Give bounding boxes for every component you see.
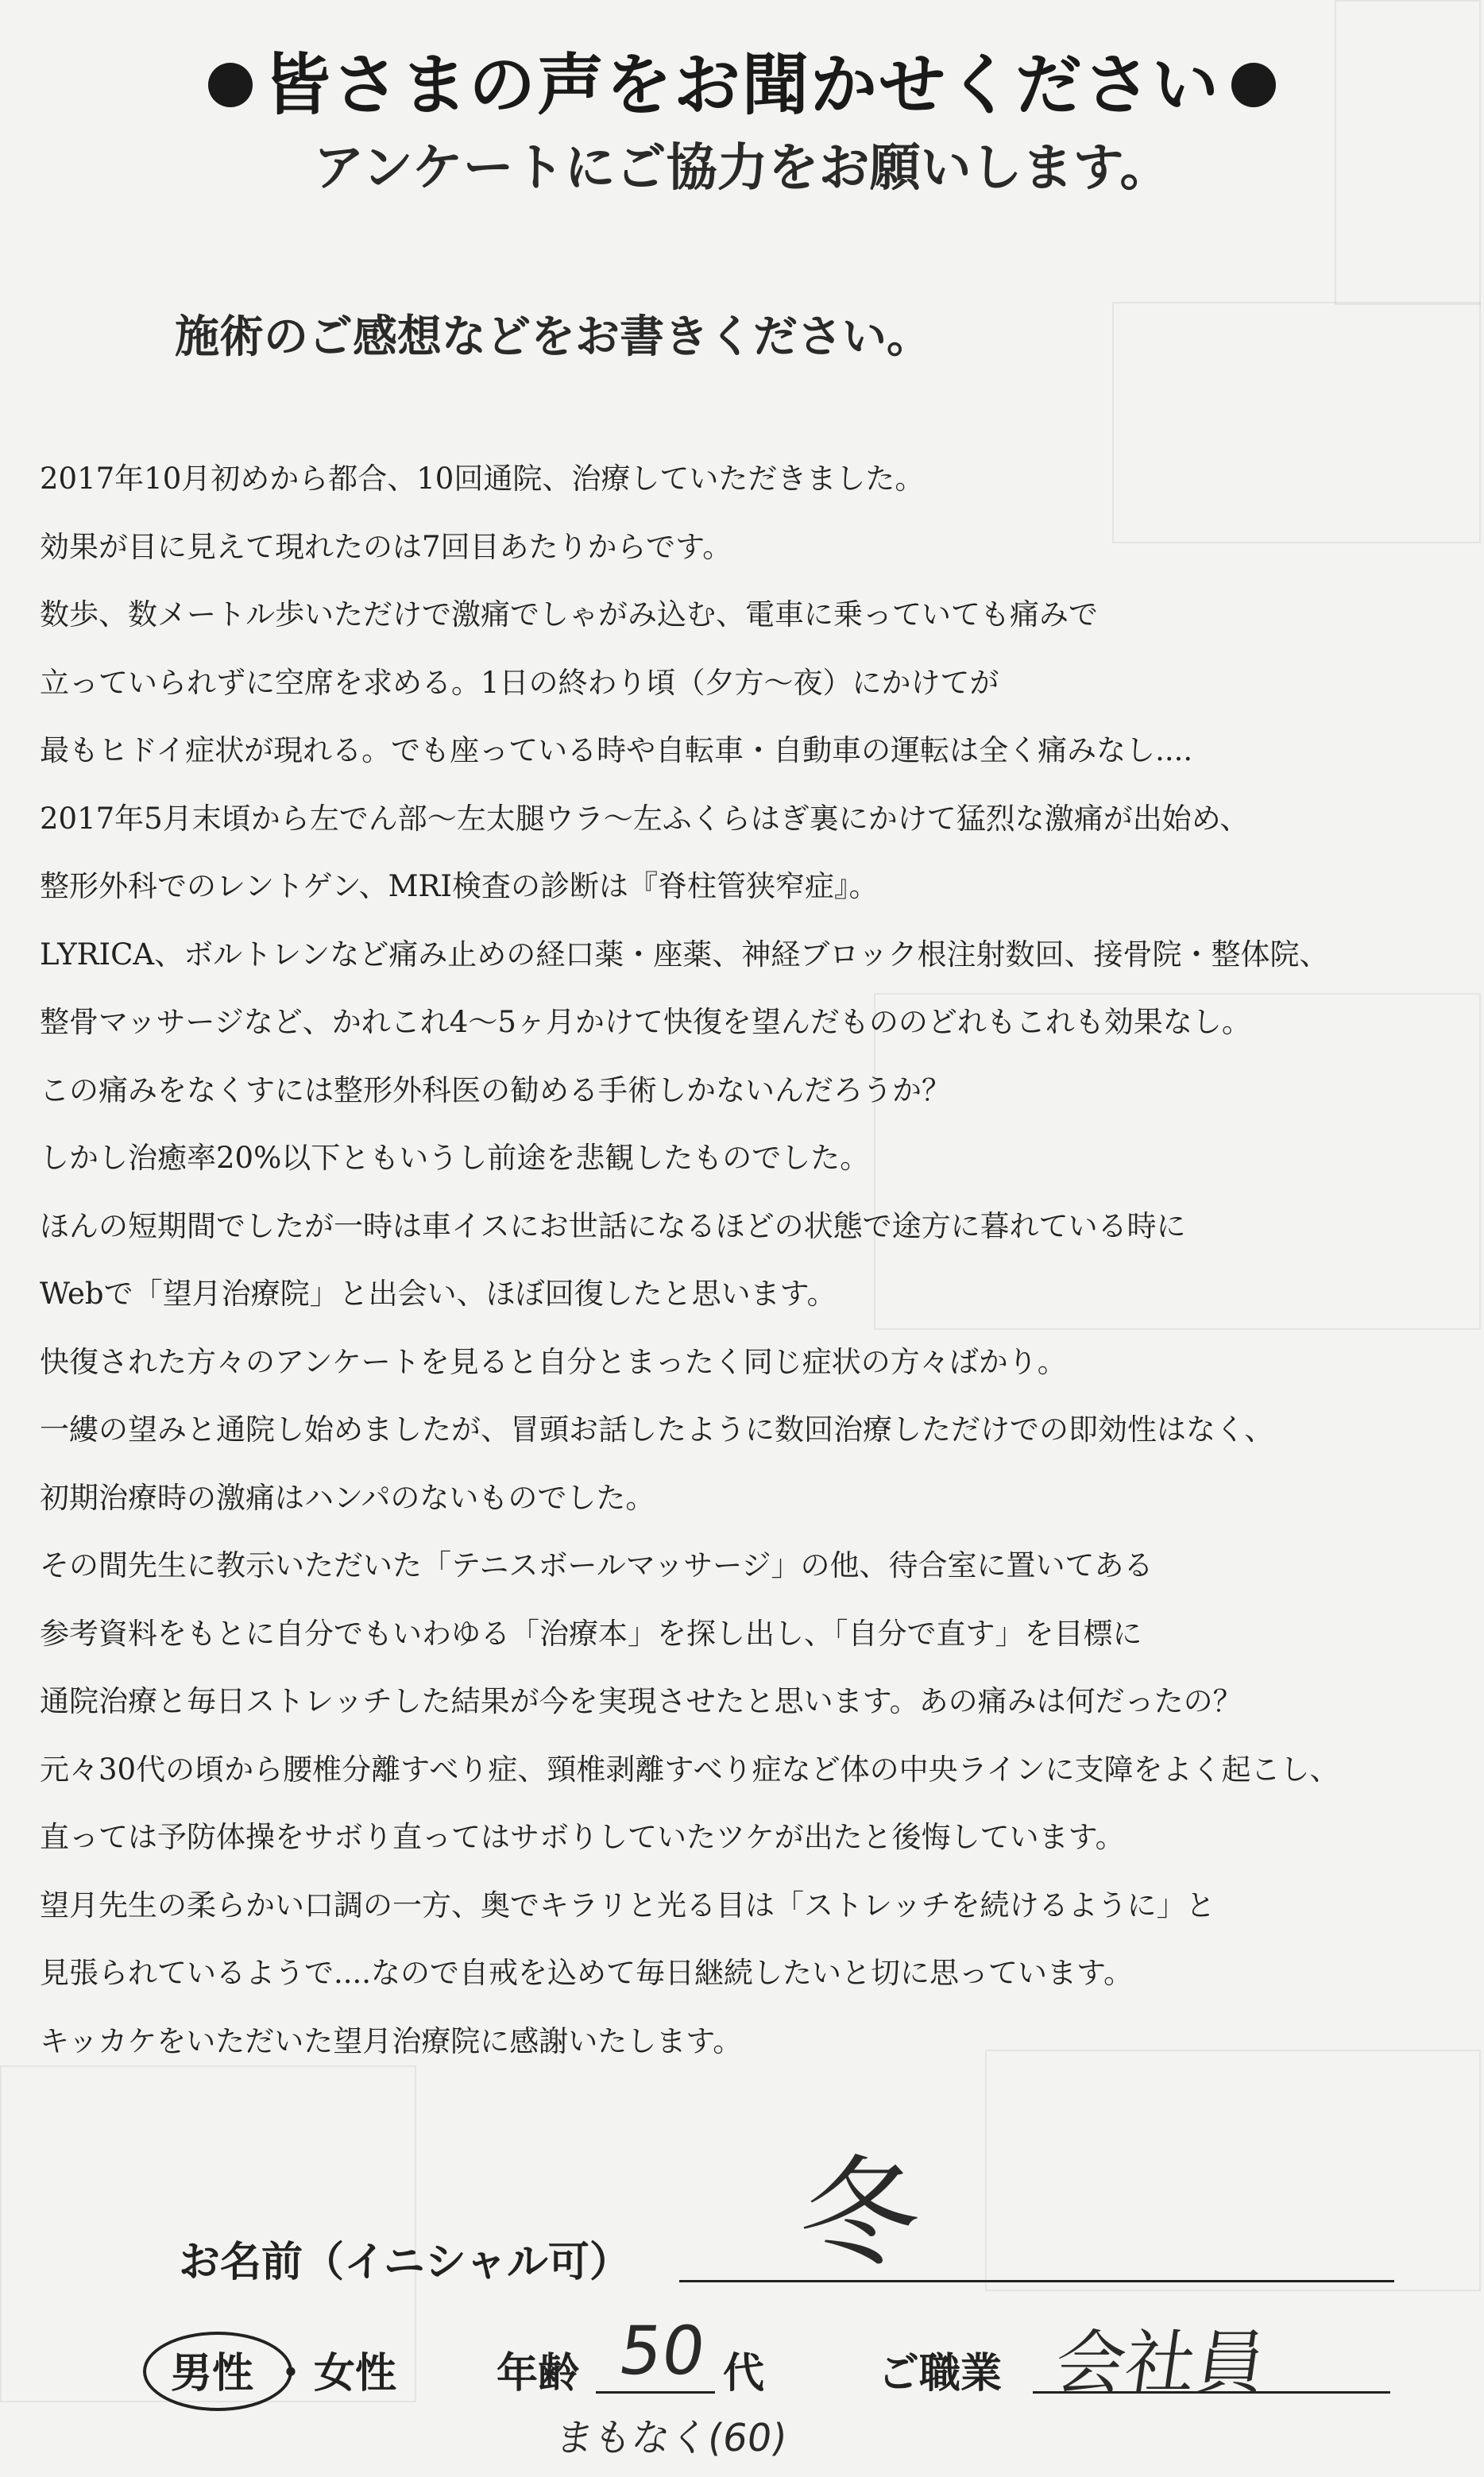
age-label: 年齢 [497, 2350, 580, 2398]
testimonial-line: Webで「望月治療院」と出会い、ほぼ回復したと思います。 [40, 1277, 837, 1311]
title-text: 皆さまの声をお聞かせください [263, 46, 1220, 124]
gender-female-option[interactable]: 女性 [314, 2350, 397, 2398]
testimonial-line: 通院治療と毎日ストレッチした結果が今を実現させたと思います。あの痛みは何だったの？ [40, 1684, 1242, 1718]
testimonial-line: 数歩、数メートル歩いただけで激痛でしゃがみ込む、電車に乗っていても痛みで [40, 597, 1098, 632]
testimonial-line: LYRICA、ボルトレンなど痛み止めの経口薬・座薬、神経ブロック根注射数回、接骨院・整体院、 [40, 937, 1329, 972]
name-underline [679, 2280, 1394, 2282]
age-suffix: 代 [723, 2350, 765, 2398]
section-heading: 施術のご感想などをお書きください。 [175, 311, 931, 363]
testimonial-line: この痛みをなくすには整形外科医の勧める手術しかないんだろうか？ [40, 1072, 951, 1107]
testimonial-line: その間先生に教示いただいた「テニスボールマッサージ」の他、待合室に置いてある [40, 1548, 1154, 1582]
survey-subtitle: アンケートにご協力をお願いします。 [313, 139, 1171, 198]
testimonial-line: 快復された方々のアンケートを見ると自分とまったく同じ症状の方々ばかり。 [40, 1344, 1067, 1379]
age-note: まもなく(60) [552, 2416, 790, 2460]
testimonial-line: キッカケをいただいた望月治療院に感謝いたします。 [40, 2023, 743, 2058]
testimonial-line: 望月先生の柔らかい口調の一方、奥でキラリと光る目は「ストレッチを続けるように」と [40, 1888, 1215, 1922]
name-value[interactable]: 冬 [790, 2145, 930, 2283]
testimonial-line: 元々30代の頃から腰椎分離すべり症、頸椎剥離すべり症など体の中央ラインに支障をよく起こし、 [40, 1752, 1339, 1787]
age-underline [596, 2391, 715, 2394]
testimonial-line: 2017年10月初めから都合、10回通院、治療していただきました。 [40, 462, 925, 496]
testimonial-line: 直っては予防体操をサボり直ってはサボりしていたツケが出たと後悔しています。 [40, 1820, 1125, 1854]
testimonial-line: 参考資料をもとに自分でもいわゆる「治療本」を探し出し、「自分で直す」を目標に [40, 1616, 1142, 1651]
testimonial-line: しかし治癒率20%以下ともいうし前途を悲観したものでした。 [40, 1141, 870, 1175]
gender-male-option[interactable]: 男性 [171, 2350, 254, 2398]
testimonial-line: 立っていられずに空席を求める。1日の終わり頃（夕方～夜）にかけてが [40, 665, 999, 700]
testimonial-line: 最もヒドイ症状が現れる。でも座っている時や自転車・自動車の運転は全く痛みなし.... [40, 733, 1193, 767]
testimonial-line: 一縷の望みと通院し始めましたが、冒頭お話したように数回治療しただけでの即効性はなく、 [40, 1412, 1274, 1447]
testimonial-line: 整形外科でのレントゲン、MRI検査の診断は『脊柱管狭窄症』。 [40, 869, 879, 903]
testimonial-line: ほんの短期間でしたが一時は車イスにお世話になるほどの状態で途方に暮れている時に [40, 1208, 1186, 1243]
testimonial-line: 初期治療時の激痛はハンパのないものでした。 [40, 1480, 655, 1515]
testimonial-line: 効果が目に見えて現れたのは7回目あたりからです。 [40, 529, 732, 564]
age-value[interactable]: 50 [614, 2312, 710, 2390]
name-label: お名前（イニシャル可） [179, 2239, 631, 2286]
occupation-value[interactable]: 会社員 [1049, 2322, 1272, 2404]
testimonial-line: 2017年5月末頃から左でん部～左太腿ウラ～左ふくらはぎ裏にかけて猛烈な激痛が出始め、 [40, 801, 1250, 836]
testimonial-line: 整骨マッサージなど、かれこれ4～5ヶ月かけて快復を望んだもののどれもこれも効果なし。 [40, 1005, 1251, 1039]
gender-separator: ・ [270, 2350, 312, 2398]
testimonial-line: 見張られているようで....なので自戒を込めて毎日継続したいと切に思っています。 [40, 1956, 1134, 1990]
occupation-label: ご職業 [878, 2350, 1003, 2398]
